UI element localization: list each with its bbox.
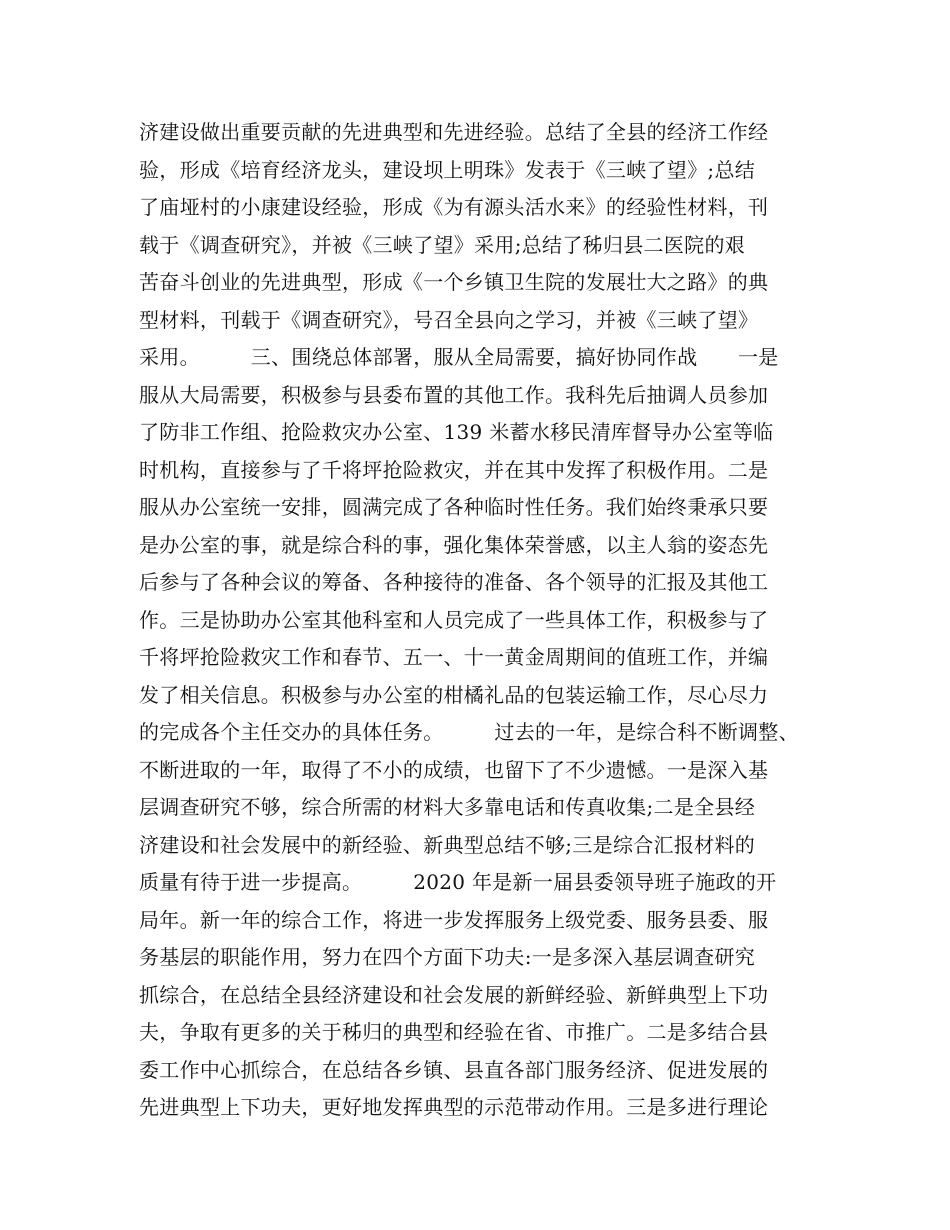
- text-line: 质量有待于进一步提高。 2020 年是新一届县委领导班子施政的开: [139, 870, 777, 894]
- text-line: 千将坪抢险救灾工作和春节、五一、十一黄金周期间的值班工作，并编: [139, 645, 769, 669]
- text-line: 服从办公室统一安排，圆满完成了各种临时性任务。我们始终秉承只要: [139, 495, 769, 519]
- text-line: 后参与了各种会议的筹备、各种接待的准备、各个领导的汇报及其他工: [139, 570, 769, 594]
- text-line: 先进典型上下功夫，更好地发挥典型的示范带动作用。三是多进行理论: [139, 1095, 769, 1119]
- text-line: 发了相关信息。积极参与办公室的柑橘礼品的包装运输工作，尽心尽力: [139, 682, 769, 707]
- text-line: 时机构，直接参与了千将坪抢险救灾，并在其中发挥了积极作用。二是: [139, 457, 769, 482]
- text-line: 层调查研究不够，综合所需的材料大多靠电话和传真收集;二是全县经: [139, 795, 756, 819]
- text-line: 型材料，刊载于《调查研究》，号召全县向之学习，并被《三峡了望》: [139, 307, 759, 332]
- text-line: 务基层的职能作用，努力在四个方面下功夫:一是多深入基层调查研究: [139, 945, 756, 969]
- text-line: 苦奋斗创业的先进典型，形成《一个乡镇卫生院的发展壮大之路》的典: [139, 270, 769, 294]
- text-line: 作。三是协助办公室其他科室和人员完成了一些具体工作，积极参与了: [139, 607, 769, 632]
- text-line: 夫，争取有更多的关于秭归的典型和经验在省、市推广。二是多结合县: [139, 1020, 769, 1044]
- text-line: 局年。新一年的综合工作，将进一步发挥服务上级党委、服务县委、服: [139, 907, 769, 932]
- text-line: 是办公室的事，就是综合科的事，强化集体荣誉感，以主人翁的姿态先: [139, 532, 769, 557]
- text-line: 不断进取的一年，取得了不小的成绩，也留下了不少遗憾。一是深入基: [139, 757, 769, 782]
- text-line: 了庙垭村的小康建设经验，形成《为有源头活水来》的经验性材料，刊: [139, 195, 769, 219]
- text-line: 验，形成《培育经济龙头，建设坝上明珠》发表于《三峡了望》;总结: [139, 157, 756, 182]
- text-line: 济建设和社会发展中的新经验、新典型总结不够;三是综合汇报材料的: [139, 832, 756, 857]
- text-line: 了防非工作组、抢险救灾办公室、139 米蓄水移民清库督导办公室等临: [139, 420, 774, 444]
- text-line: 抓综合，在总结全县经济建设和社会发展的新鲜经验、新鲜典型上下功: [139, 982, 769, 1007]
- text-line: 载于《调查研究》，并被《三峡了望》采用;总结了秭归县二医院的艰: [139, 232, 746, 257]
- text-line: 委工作中心抓综合，在总结各乡镇、县直各部门服务经济、促进发展的: [139, 1057, 769, 1082]
- text-line: 采用。 三、围绕总体部署，服从全局需要，搞好协同作战 一是: [139, 345, 779, 369]
- body-text: [139, 114, 829, 1127]
- text-line: 的完成各个主任交办的具体任务。 过去的一年，是综合科不断调整、: [139, 720, 799, 744]
- text-line: 服从大局需要，积极参与县委布置的其他工作。我科先后抽调人员参加: [139, 382, 769, 407]
- text-line: 济建设做出重要贡献的先进典型和先进经验。总结了全县的经济工作经: [139, 120, 769, 144]
